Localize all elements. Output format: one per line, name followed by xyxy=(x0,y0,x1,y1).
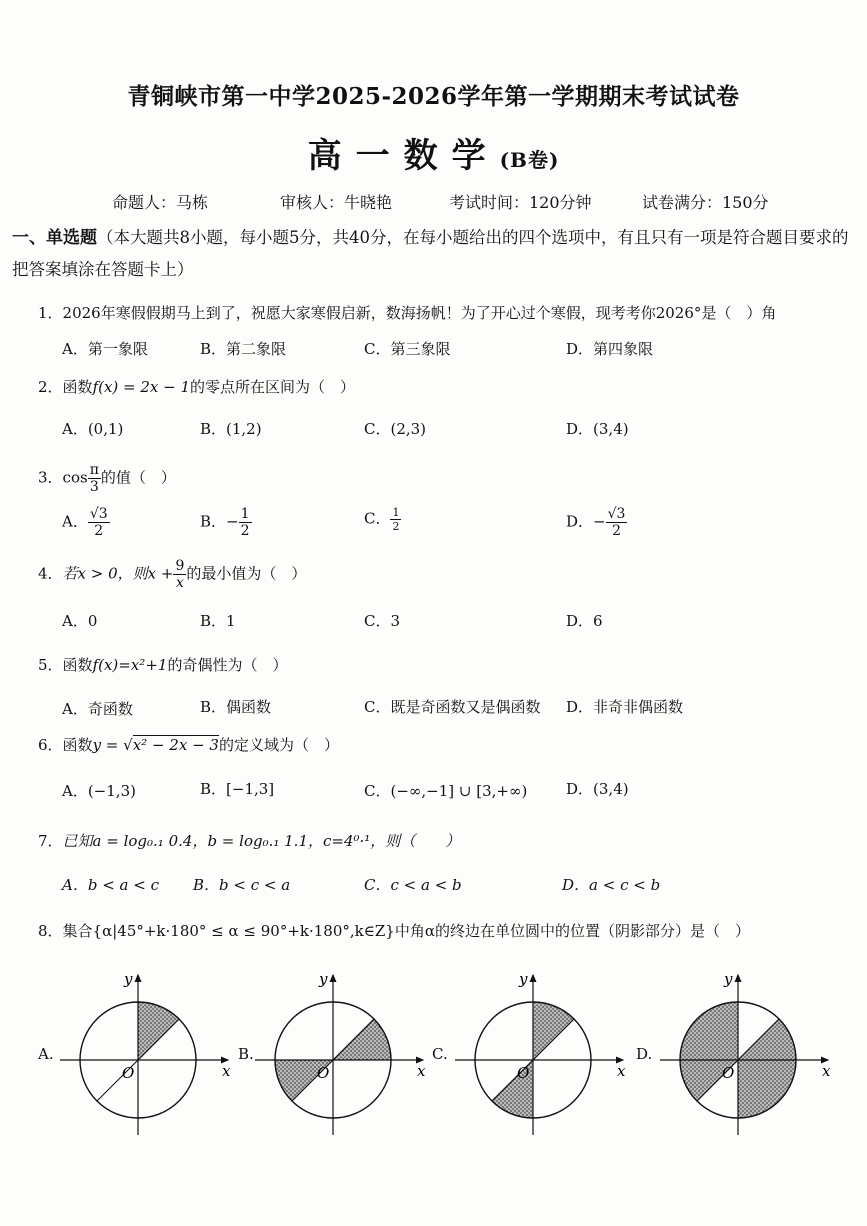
q2-option-a: A．(0,1) xyxy=(62,420,124,438)
question-8: 8．集合{α|45°+k·180° ≤ α ≤ 90°+k·180°,k∈Z}中角α的终边在单位圆中的位置（阴影部分）是（ ） xyxy=(38,922,750,940)
q2-option-b: B．(1,2) xyxy=(200,420,262,438)
question-stem: 2026年寒假假期马上到了，祝愿大家寒假启新，数海扬帆！为了开心过个寒假，现考考你2026°是（ ）角 xyxy=(62,304,777,322)
fig-c-y-label: y xyxy=(519,970,528,988)
fraction: $\frac{9}{x}$ xyxy=(175,558,185,591)
q8-option-d: D. xyxy=(636,1045,653,1063)
duration-info: 考试时间：120分钟 xyxy=(449,193,592,212)
full-score-info: 试卷满分：150分 xyxy=(642,193,769,212)
fig-a-x-label: x xyxy=(222,1062,231,1080)
math-expression: f(x)=x²+1 xyxy=(92,656,168,674)
subject-name: 高一数学 xyxy=(307,136,500,176)
q5-option-a: A．奇函数 xyxy=(62,700,133,718)
q6-option-d: D．(3,4) xyxy=(566,780,629,798)
question-3: 3．cos $\frac{\pi}{3}$ 的值（ ） xyxy=(38,462,176,495)
q4-option-b: B．1 xyxy=(200,612,236,630)
fig-a-y-label: y xyxy=(124,970,133,988)
question-7: 7．已知a = log₀.₁ 0.4，b = log₀.₁ 1.1，c=4⁰·¹，则（ ） xyxy=(38,832,461,850)
fig-b-x-label: x xyxy=(417,1062,426,1080)
question-1: 1．2026年寒假假期马上到了，祝愿大家寒假启新，数海扬帆！为了开心过个寒假，现考考你2026°是（ ）角 xyxy=(38,304,777,322)
fig-c-origin-label: O xyxy=(517,1064,530,1082)
q3-option-a: A． $\frac{√3}{2}$ xyxy=(62,506,108,539)
section-instruction: （本大题共8小题，每小题5分，共40分，在每小题给出的四个选项中，有且只有一项是符合题目要求的把答案填涂在答题卡上） xyxy=(12,228,849,279)
fig-a-shaded-sector xyxy=(138,1002,179,1060)
math-expression: f(x) = 2x − 1 xyxy=(92,378,191,396)
question-4: 4．若x > 0，则x + $\frac{9}{x}$ 的最小值为（ ） xyxy=(38,558,307,591)
q4-option-a: A．0 xyxy=(62,612,98,630)
q7-option-d: D．a < c < b xyxy=(562,876,661,894)
q1-option-b: B．第二象限 xyxy=(200,340,287,358)
q8-option-a: A. xyxy=(38,1045,54,1063)
subject-title xyxy=(0,128,867,177)
q7-option-b: B．b < c < a xyxy=(193,876,291,894)
q8-option-c: C. xyxy=(432,1045,448,1063)
fig-a-origin-label: O xyxy=(122,1064,135,1082)
fig-c-x-label: x xyxy=(617,1062,626,1080)
sqrt-expression: x² − 2x − 3 xyxy=(132,736,219,754)
fig-b-origin-label: O xyxy=(317,1064,330,1082)
question-6: 6．函数y = √x² − 2x − 3的定义域为（ ） xyxy=(38,736,339,754)
fig-b-shaded-sector xyxy=(333,1019,391,1060)
q1-option-a: A．第一象限 xyxy=(62,340,148,358)
q1-option-d: D．第四象限 xyxy=(566,340,654,358)
q5-option-d: D．非奇非偶函数 xyxy=(566,698,684,716)
exam-title: 青铜峡市第一中学2025-2026学年第一学期期末考试试卷 xyxy=(127,83,740,110)
fig-d-x-label: x xyxy=(822,1062,831,1080)
fig-c-shaded-sector xyxy=(533,1002,574,1060)
q5-option-c: C．既是奇函数又是偶函数 xyxy=(364,698,541,716)
fig-b-y-label: y xyxy=(319,970,328,988)
question-stem: 集合{α|45°+k·180° ≤ α ≤ 90°+k·180°,k∈Z}中角α的终边在单位圆中的位置（阴影部分）是（ ） xyxy=(62,922,750,940)
q6-option-a: A．(−1,3) xyxy=(62,782,136,800)
q3-option-c: C． $\frac{1}{2}$ xyxy=(364,506,400,533)
fig-d-origin-label: O xyxy=(722,1064,735,1082)
q1-option-c: C．第三象限 xyxy=(364,340,451,358)
q3-option-b: B．− $\frac{1}{2}$ xyxy=(200,506,250,539)
q3-option-d: D．− $\frac{√3}{2}$ xyxy=(566,506,626,539)
fig-d-shaded-sector xyxy=(680,1002,738,1101)
fig-d-shaded-sector xyxy=(738,1019,796,1118)
q5-option-b: B．偶函数 xyxy=(200,698,272,716)
volume-label: (B卷) xyxy=(499,148,560,172)
question-stem: 已知a = log₀.₁ 0.4，b = log₀.₁ 1.1，c=4⁰·¹，则（ ） xyxy=(62,832,461,850)
question-5: 5．函数f(x)=x²+1的奇偶性为（ ） xyxy=(38,656,288,674)
reviewer-info: 审核人：牛晓艳 xyxy=(280,193,393,212)
section-title: 一、单选题 xyxy=(12,228,97,248)
unit-circle-figures xyxy=(0,960,867,1220)
q8-option-b: B. xyxy=(238,1045,254,1063)
question-2: 2．函数f(x) = 2x − 1的零点所在区间为（ ） xyxy=(38,378,356,396)
author-info: 命题人：马栋 xyxy=(112,193,209,212)
q4-option-d: D．6 xyxy=(566,612,603,630)
q6-option-b: B．[−1,3] xyxy=(200,780,275,798)
q7-option-a: A．b < a < c xyxy=(62,876,159,894)
q2-option-c: C．(2,3) xyxy=(364,420,427,438)
fraction: $\frac{\pi}{3}$ xyxy=(89,462,99,495)
q2-option-d: D．(3,4) xyxy=(566,420,629,438)
section-heading xyxy=(12,222,860,285)
q6-option-c: C．(−∞,−1] ∪ [3,+∞) xyxy=(364,782,528,800)
q4-option-c: C．3 xyxy=(364,612,401,630)
q7-option-c: C．c < a < b xyxy=(364,876,462,894)
fig-d-y-label: y xyxy=(724,970,733,988)
